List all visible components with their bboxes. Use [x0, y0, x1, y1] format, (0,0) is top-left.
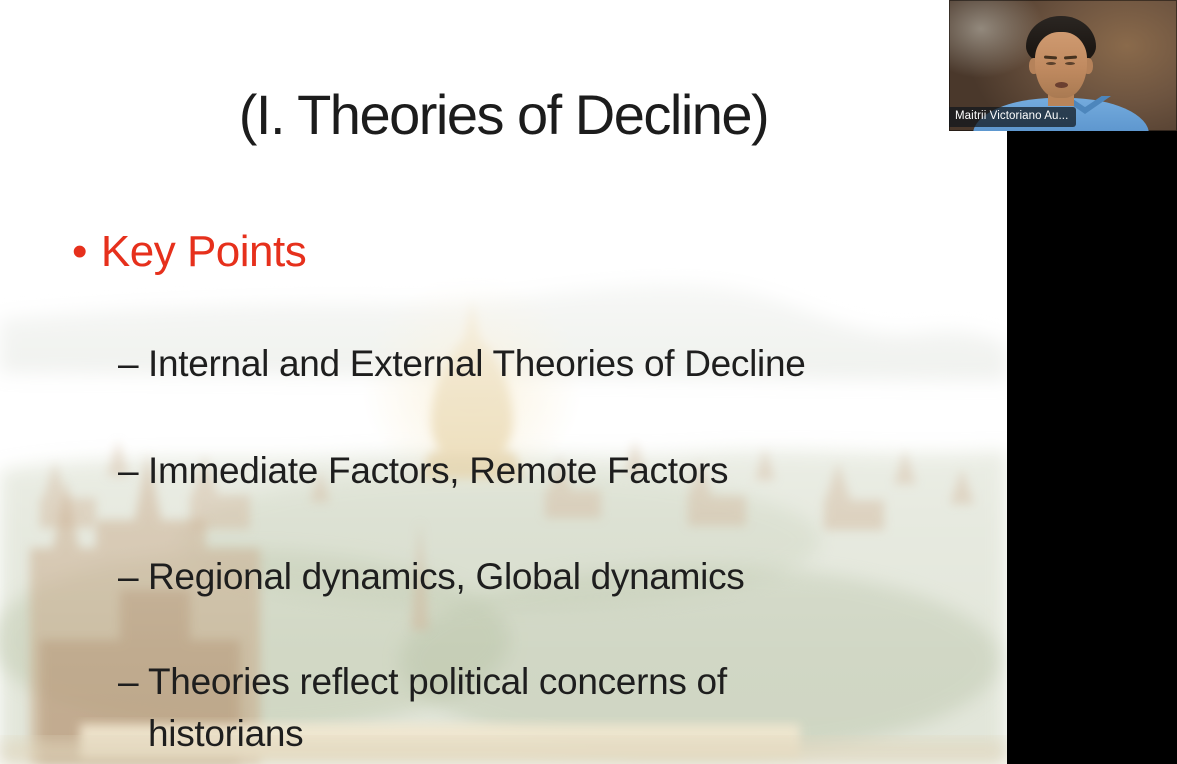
participant-name-badge: Maitrii Victoriano Au...	[949, 107, 1076, 127]
dash-bullet-icon: –	[118, 661, 139, 702]
bullet-dot-icon: •	[72, 227, 87, 276]
bullet-item	[118, 656, 838, 760]
participant-face	[1035, 32, 1087, 98]
bullet-item	[118, 445, 728, 497]
eyebrow	[1064, 56, 1077, 60]
eyebrow	[1044, 56, 1057, 60]
bullet-text: Internal and External Theories of Decline	[148, 343, 806, 384]
eye	[1046, 62, 1056, 65]
slide-title: (I. Theories of Decline)	[238, 83, 769, 146]
key-points-label: Key Points	[100, 227, 307, 276]
participant-video-tile[interactable]	[949, 0, 1177, 131]
dash-bullet-icon: –	[118, 343, 139, 384]
dash-bullet-icon: –	[118, 450, 139, 491]
bullet-text: Regional dynamics, Global dynamics	[148, 556, 745, 597]
eye	[1065, 62, 1075, 65]
key-points-heading	[72, 226, 306, 279]
bullet-text: Immediate Factors, Remote Factors	[148, 450, 729, 491]
dash-bullet-icon: –	[118, 556, 139, 597]
mouth	[1055, 82, 1068, 88]
bullet-item	[118, 551, 744, 603]
bullet-item	[118, 338, 806, 390]
bullet-text: Theories reflect political concerns of historians	[148, 661, 727, 754]
